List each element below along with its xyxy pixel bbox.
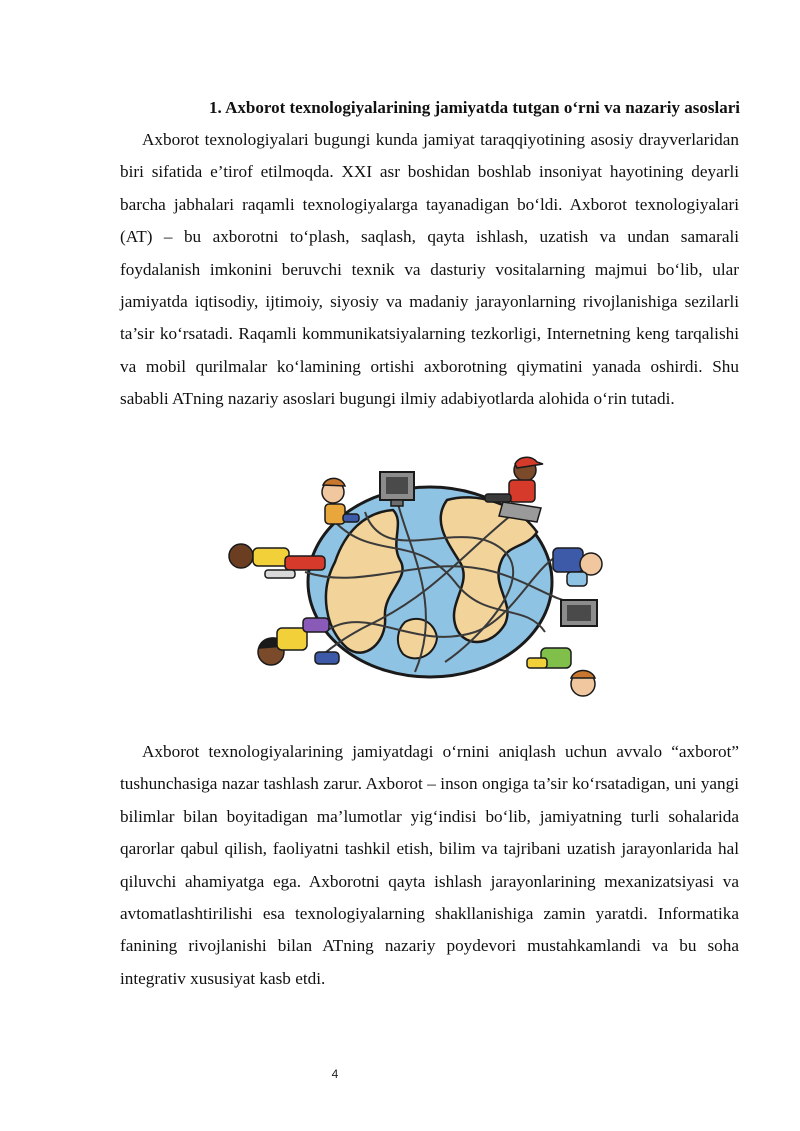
child-top-right <box>485 457 543 502</box>
globe-children-computers-icon <box>215 452 615 714</box>
section-heading: 1. Axborot texnologiyalarining jamiyatda tutgan o‘rni va nazariy asoslari <box>209 98 740 117</box>
globe-network-illustration <box>215 452 615 714</box>
computer-right <box>561 600 597 626</box>
paragraph-intro: Axborot texnologiyalari bugungi kunda jamiyat taraqqiyotining asosiy drayverlaridan biri sifatida e’tirof etilmoqda. XXI asr boshidan boshlab insoniyat hayotining deyarli barcha jabhalari raqamli texnologiyalarga tayanadigan bo‘ldi. Axborot texnologiyalari (AT) – bu axborotni to‘plash, saqlash, qayta ishlash, uzatish va undan samarali foydalanish imkonini beruvchi texnik va dasturiy vositalarning majmui bo‘lib, ular jamiyatda iqtisodiy, ijtimoiy, siyosiy va madaniy jarayonlarning rivojlanishiga sezilarli ta’sir ko‘rsatadi. Raqamli kommunikatsiyalarning tezkorligi, Internetning keng tarqalishi va mobil qurilmalar ko‘lamining ortishi axborotning qiymatini yanada oshirdi. Shu sababli ATning nazariy asoslari bugungi ilmiy adabiyotlarda alohida o‘rin tutadi. <box>120 130 739 409</box>
child-right <box>553 548 602 586</box>
child-bottom-right <box>527 648 595 696</box>
computer-top <box>380 472 414 506</box>
child-bottom-left <box>258 618 339 665</box>
child-top-left <box>322 478 359 524</box>
continent-small <box>398 619 437 658</box>
paragraph-information-concept: Axborot texnologiyalarining jamiyatdagi o‘rnini aniqlash uchun avvalo “axborot” tushunchasiga nazar tashlash zarur. Axborot – inson ongiga ta’sir ko‘rsatadigan, uni yangi bilimlar bilan boyitadigan ma’lumotlar yig‘indisi bo‘lib, jamiyatning turli sohalarida qarorlar qabul qilish, faoliyatni tashkil etish, bilim va tajribani uzatish jarayonlarida hal qiluvchi ahamiyatga ega. Axborotni qayta ishlash jarayonlarining mexanizatsiyasi va avtomatlashtirilishi esa texnologiyalarning shakllanishiga zamin yaratdi. Informatika fanining rivojlanishi bilan ATning nazariy poydevori mustahkamlandi va bu soha integrativ xususiyat kasb etdi. <box>120 742 739 988</box>
page-number: 4 <box>331 1067 339 1081</box>
